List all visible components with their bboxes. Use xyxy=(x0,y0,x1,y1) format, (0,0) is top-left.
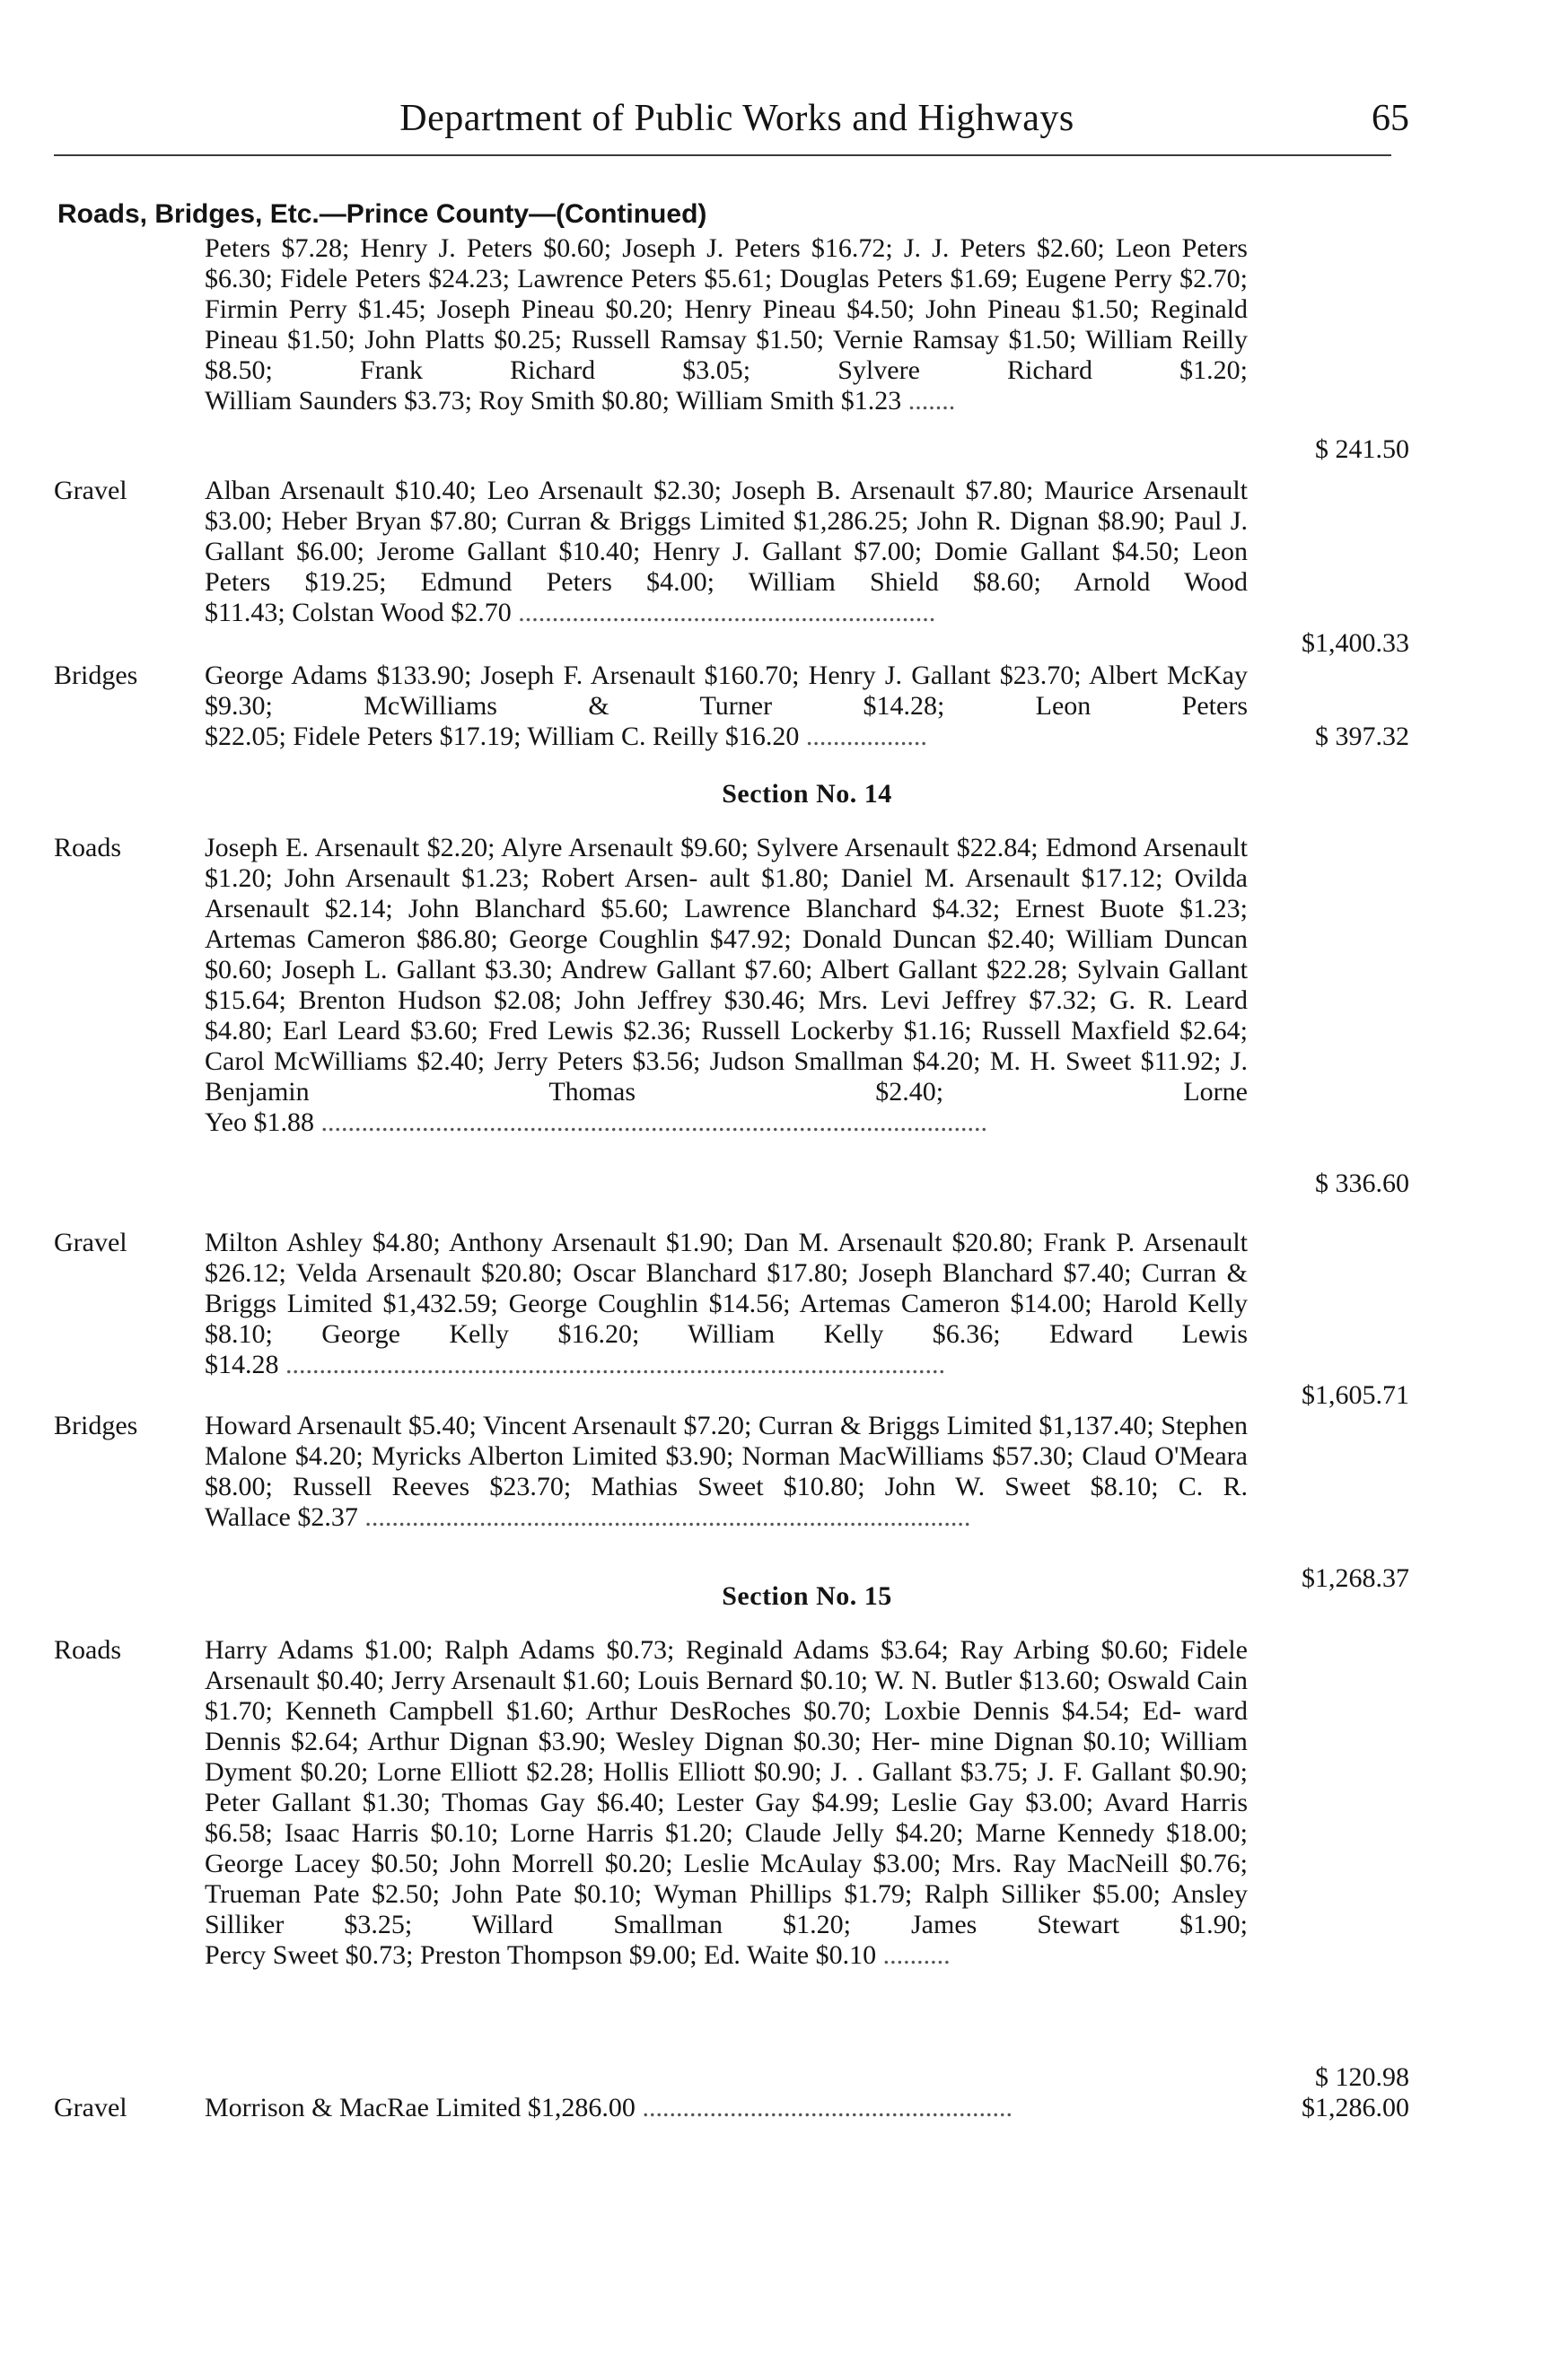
section-heading: Roads, Bridges, Etc.—Prince County—(Continued) xyxy=(57,199,707,229)
section-14-title: Section No. 14 xyxy=(722,779,892,809)
entry-label: Gravel xyxy=(54,1228,127,1257)
entry-label: Bridges xyxy=(54,1411,138,1440)
entry-amount: $1,605.71 xyxy=(1302,1380,1409,1410)
running-head: Department of Public Works and Highways xyxy=(399,98,1074,139)
entry-label: Roads xyxy=(54,833,121,862)
entry-amount: $ 120.98 xyxy=(1315,2062,1409,2092)
entry-label: Gravel xyxy=(54,476,127,505)
entry-amount: $ 397.32 xyxy=(1315,722,1409,751)
page-number: 65 xyxy=(1372,98,1409,139)
entry-text: Alban Arsenault $10.40; Leo Arsenault $2.30; Joseph B. Arsenault $7.80; Maurice Arsenault $3.00; Heber Bryan $7.80; Curran & Briggs Limited $1,286.25; John R. Dignan $8.90; Paul J. Gallant $6.00; Jerome Gallant $10.40; Henry J. Gallant $7.00; Domie Gallant $4.50; Leon Peters $19.25; Edmund Peters $4.00; William Shield $8.60; Arnold Wood $11.43; Colstan Wood $2.70 .............................................................. xyxy=(205,476,1248,627)
entry-text: Joseph E. Arsenault $2.20; Alyre Arsenault $9.60; Sylvere Arsenault $22.84; Edmond Arsenault $1.20; John Arsenault $1.23; Robert Arsen- ault $1.80; Daniel M. Arsenault $17.12; Ovilda Arsenault $2.14; John Blanchard $5.60; Lawrence Blanchard $4.32; Ernest Buote $1.23; Artemas Cameron $86.80; George Coughlin $47.92; Donald Duncan $2.40; William Duncan $0.60; Joseph L. Gallant $3.30; Andrew Gallant $7.60; Albert Gallant $22.28; Sylvain Gallant $15.64; Brenton Hudson $2.08; John Jeffrey $30.46; Mrs. Levi Jeffrey $7.32; G. R. Leard $4.80; Earl Leard $3.60; Fred Lewis $2.36; Russell Lockerby $1.16; Russell Maxfield $2.64; Carol McWilliams $2.40; Jerry Peters $3.56; Judson Smallman $4.20; M. H. Sweet $11.92; J. Benjamin Thomas $2.40; Lorne Yeo $1.88 ................................................................................................... xyxy=(205,833,1248,1137)
entry-text: Milton Ashley $4.80; Anthony Arsenault $1.90; Dan M. Arsenault $20.80; Frank P. Arsenault $26.12; Velda Arsenault $20.80; Oscar Blanchard $17.80; Joseph Blanchard $7.40; Curran & Briggs Limited $1,432.59; George Coughlin $14.56; Artemas Cameron $14.00; Harold Kelly $8.10; George Kelly $16.20; William Kelly $6.36; Edward Lewis $14.28 .................................................................................................. xyxy=(205,1228,1248,1379)
entry-text: Harry Adams $1.00; Ralph Adams $0.73; Reginald Adams $3.64; Ray Arbing $0.60; Fidele Arsenault $0.40; Jerry Arsenault $1.60; Louis Bernard $0.10; W. N. Butler $13.60; Oswald Cain $1.70; Kenneth Campbell $1.60; Arthur DesRoches $0.70; Loxbie Dennis $4.54; Ed- ward Dennis $2.64; Arthur Dignan $3.90; Wesley Dignan $0.30; Her- mine Dignan $0.10; William Dyment $0.20; Lorne Elliott $2.28; Hollis Elliott $0.90; J. . Gallant $3.75; J. F. Gallant $0.90; Peter Gallant $1.30; Thomas Gay $6.40; Lester Gay $4.99; Leslie Gay $3.00; Avard Harris $6.58; Isaac Harris $0.10; Lorne Harris $1.20; Claude Jelly $4.20; Marne Kennedy $18.00; George Lacey $0.50; John Morrell $0.20; Leslie McAulay $3.00; Mrs. Ray MacNeill $0.76; Trueman Pate $2.50; John Pate $0.10; Wyman Phillips $1.79; Ralph Silliker $5.00; Ansley Silliker $3.25; Willard Smallman $1.20; James Stewart $1.90; Percy Sweet $0.73; Preston Thompson $9.00; Ed. Waite $0.10 .......... xyxy=(205,1635,1248,1970)
entry-amount: $ 241.50 xyxy=(1315,434,1409,464)
entry-label: Bridges xyxy=(54,661,138,690)
section-15-title: Section No. 15 xyxy=(722,1581,892,1611)
entry-amount: $ 336.60 xyxy=(1315,1168,1409,1198)
entry-label: Gravel xyxy=(54,2093,127,2122)
entry-amount: $1,286.00 xyxy=(1302,2093,1409,2122)
entry-text: George Adams $133.90; Joseph F. Arsenault $160.70; Henry J. Gallant $23.70; Albert McKay $9.30; McWilliams & Turner $14.28; Leon Peters $22.05; Fidele Peters $17.19; William C. Reilly $16.20 .................. xyxy=(205,661,1248,751)
entry-text: Morrison & MacRae Limited $1,286.00 ....................................................... xyxy=(205,2093,1013,2122)
entry-amount: $1,268.37 xyxy=(1302,1563,1409,1593)
header-rule xyxy=(54,154,1391,156)
entry-amount: $1,400.33 xyxy=(1302,628,1409,658)
entry-text: Peters $7.28; Henry J. Peters $0.60; Joseph J. Peters $16.72; J. J. Peters $2.60; Leon Peters $6.30; Fidele Peters $24.23; Lawrence Peters $5.61; Douglas Peters $1.69; Eugene Perry $2.70; Firmin Perry $1.45; Joseph Pineau $0.20; Henry Pineau $4.50; John Pineau $1.50; Reginald Pineau $1.50; John Platts $0.25; Russell Ramsay $1.50; Vernie Ramsay $1.50; William Reilly $8.50; Frank Richard $3.05; Sylvere Richard $1.20; William Saunders $3.73; Roy Smith $0.80; William Smith $1.23 ....... xyxy=(205,233,1248,416)
entry-text: Howard Arsenault $5.40; Vincent Arsenault $7.20; Curran & Briggs Limited $1,137.40; Stephen Malone $4.20; Myricks Alberton Limited $3.90; Norman MacWilliams $57.30; Claud O'Meara $8.00; Russell Reeves $23.70; Mathias Sweet $10.80; John W. Sweet $8.10; C. R. Wallace $2.37 .......................................................................................... xyxy=(205,1411,1248,1532)
entry-label: Roads xyxy=(54,1635,121,1665)
